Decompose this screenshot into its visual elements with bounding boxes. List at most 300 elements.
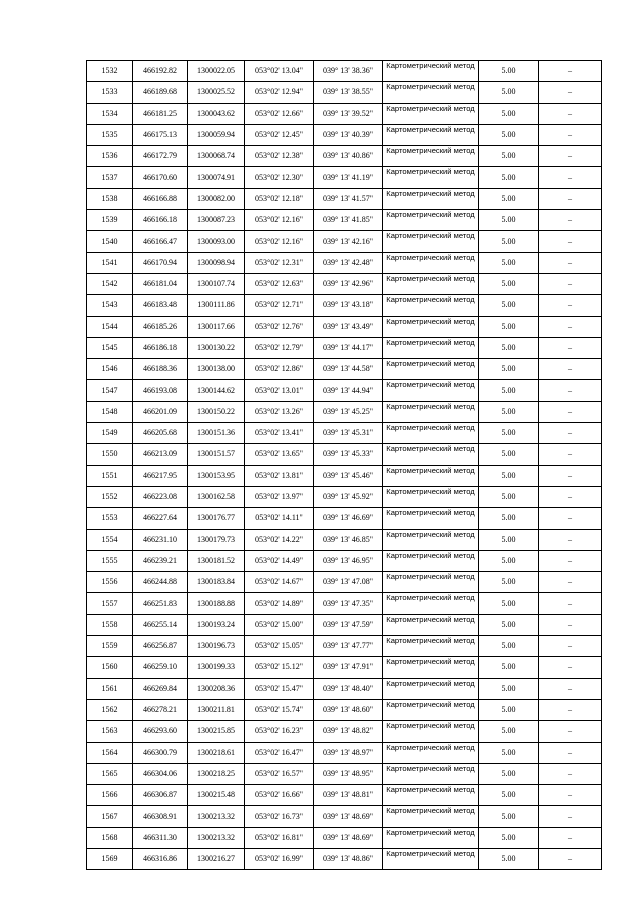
- accuracy-cell: 5.00: [479, 593, 539, 614]
- longitude-cell: 039° 13' 48.40": [314, 678, 383, 699]
- table-row: [87, 337, 602, 358]
- latitude-cell: 053°02' 13.04": [245, 61, 314, 82]
- table-row: [87, 614, 602, 635]
- note-cell: –: [539, 657, 602, 678]
- point-number-cell: 1553: [87, 508, 133, 529]
- longitude-cell: 039° 13' 48.69": [314, 827, 383, 848]
- longitude-cell: 039° 13' 45.33": [314, 444, 383, 465]
- method-cell: Картометрический метод: [383, 763, 479, 784]
- latitude-cell: 053°02' 16.99": [245, 848, 314, 869]
- latitude-cell: 053°02' 16.81": [245, 827, 314, 848]
- longitude-cell: 039° 13' 38.55": [314, 82, 383, 103]
- latitude-cell: 053°02' 12.63": [245, 273, 314, 294]
- y-coordinate-cell: 1300181.52: [188, 550, 245, 571]
- method-cell: Картометрический метод: [383, 614, 479, 635]
- longitude-cell: 039° 13' 44.17": [314, 337, 383, 358]
- latitude-cell: 053°02' 15.12": [245, 657, 314, 678]
- y-coordinate-cell: 1300087.23: [188, 210, 245, 231]
- point-number-cell: 1541: [87, 252, 133, 273]
- latitude-cell: 053°02' 14.11": [245, 508, 314, 529]
- table-row: [87, 785, 602, 806]
- accuracy-cell: 5.00: [479, 529, 539, 550]
- y-coordinate-cell: 1300188.88: [188, 593, 245, 614]
- note-cell: –: [539, 742, 602, 763]
- table-row: [87, 529, 602, 550]
- note-cell: –: [539, 636, 602, 657]
- point-number-cell: 1551: [87, 465, 133, 486]
- latitude-cell: 053°02' 12.94": [245, 82, 314, 103]
- latitude-cell: 053°02' 15.00": [245, 614, 314, 635]
- note-cell: –: [539, 380, 602, 401]
- longitude-cell: 039° 13' 48.60": [314, 699, 383, 720]
- y-coordinate-cell: 1300211.81: [188, 699, 245, 720]
- accuracy-cell: 5.00: [479, 337, 539, 358]
- x-coordinate-cell: 466183.48: [133, 295, 188, 316]
- latitude-cell: 053°02' 12.79": [245, 337, 314, 358]
- longitude-cell: 039° 13' 44.94": [314, 380, 383, 401]
- accuracy-cell: 5.00: [479, 508, 539, 529]
- latitude-cell: 053°02' 13.41": [245, 423, 314, 444]
- accuracy-cell: 5.00: [479, 614, 539, 635]
- accuracy-cell: 5.00: [479, 359, 539, 380]
- longitude-cell: 039° 13' 41.85": [314, 210, 383, 231]
- note-cell: –: [539, 337, 602, 358]
- point-number-cell: 1563: [87, 721, 133, 742]
- table-row: [87, 444, 602, 465]
- method-cell: Картометрический метод: [383, 380, 479, 401]
- method-cell: Картометрический метод: [383, 572, 479, 593]
- longitude-cell: 039° 13' 47.59": [314, 614, 383, 635]
- method-cell: Картометрический метод: [383, 550, 479, 571]
- latitude-cell: 053°02' 14.89": [245, 593, 314, 614]
- table-row: [87, 572, 602, 593]
- point-number-cell: 1548: [87, 401, 133, 422]
- method-cell: Картометрический метод: [383, 146, 479, 167]
- x-coordinate-cell: 466227.64: [133, 508, 188, 529]
- method-cell: Картометрический метод: [383, 508, 479, 529]
- x-coordinate-cell: 466189.68: [133, 82, 188, 103]
- x-coordinate-cell: 466181.25: [133, 103, 188, 124]
- longitude-cell: 039° 13' 42.16": [314, 231, 383, 252]
- table-row: [87, 167, 602, 188]
- x-coordinate-cell: 466259.10: [133, 657, 188, 678]
- longitude-cell: 039° 13' 44.58": [314, 359, 383, 380]
- table-row: [87, 359, 602, 380]
- note-cell: –: [539, 273, 602, 294]
- accuracy-cell: 5.00: [479, 636, 539, 657]
- note-cell: –: [539, 423, 602, 444]
- note-cell: –: [539, 806, 602, 827]
- latitude-cell: 053°02' 12.30": [245, 167, 314, 188]
- accuracy-cell: 5.00: [479, 827, 539, 848]
- method-cell: Картометрический метод: [383, 316, 479, 337]
- latitude-cell: 053°02' 12.38": [245, 146, 314, 167]
- x-coordinate-cell: 466269.84: [133, 678, 188, 699]
- accuracy-cell: 5.00: [479, 465, 539, 486]
- y-coordinate-cell: 1300218.61: [188, 742, 245, 763]
- x-coordinate-cell: 466185.26: [133, 316, 188, 337]
- longitude-cell: 039° 13' 42.96": [314, 273, 383, 294]
- accuracy-cell: 5.00: [479, 657, 539, 678]
- table-row: [87, 763, 602, 784]
- table-row: [87, 806, 602, 827]
- point-number-cell: 1569: [87, 848, 133, 869]
- note-cell: –: [539, 188, 602, 209]
- x-coordinate-cell: 466170.94: [133, 252, 188, 273]
- accuracy-cell: 5.00: [479, 167, 539, 188]
- point-number-cell: 1542: [87, 273, 133, 294]
- latitude-cell: 053°02' 13.65": [245, 444, 314, 465]
- accuracy-cell: 5.00: [479, 316, 539, 337]
- x-coordinate-cell: 466293.60: [133, 721, 188, 742]
- coordinates-table: [86, 60, 602, 870]
- point-number-cell: 1555: [87, 550, 133, 571]
- method-cell: Картометрический метод: [383, 806, 479, 827]
- point-number-cell: 1546: [87, 359, 133, 380]
- x-coordinate-cell: 466170.60: [133, 167, 188, 188]
- x-coordinate-cell: 466316.86: [133, 848, 188, 869]
- latitude-cell: 053°02' 12.86": [245, 359, 314, 380]
- note-cell: –: [539, 167, 602, 188]
- method-cell: Картометрический метод: [383, 295, 479, 316]
- latitude-cell: 053°02' 14.49": [245, 550, 314, 571]
- table-row: [87, 848, 602, 869]
- point-number-cell: 1547: [87, 380, 133, 401]
- longitude-cell: 039° 13' 48.86": [314, 848, 383, 869]
- point-number-cell: 1556: [87, 572, 133, 593]
- table-row: [87, 146, 602, 167]
- note-cell: –: [539, 508, 602, 529]
- table-row: [87, 82, 602, 103]
- y-coordinate-cell: 1300213.32: [188, 827, 245, 848]
- point-number-cell: 1543: [87, 295, 133, 316]
- point-number-cell: 1549: [87, 423, 133, 444]
- table-row: [87, 273, 602, 294]
- longitude-cell: 039° 13' 40.39": [314, 124, 383, 145]
- accuracy-cell: 5.00: [479, 210, 539, 231]
- x-coordinate-cell: 466300.79: [133, 742, 188, 763]
- x-coordinate-cell: 466175.13: [133, 124, 188, 145]
- point-number-cell: 1537: [87, 167, 133, 188]
- x-coordinate-cell: 466166.88: [133, 188, 188, 209]
- accuracy-cell: 5.00: [479, 678, 539, 699]
- y-coordinate-cell: 1300107.74: [188, 273, 245, 294]
- table-row: [87, 103, 602, 124]
- x-coordinate-cell: 466231.10: [133, 529, 188, 550]
- longitude-cell: 039° 13' 45.46": [314, 465, 383, 486]
- y-coordinate-cell: 1300138.00: [188, 359, 245, 380]
- latitude-cell: 053°02' 16.47": [245, 742, 314, 763]
- latitude-cell: 053°02' 15.74": [245, 699, 314, 720]
- latitude-cell: 053°02' 12.16": [245, 210, 314, 231]
- longitude-cell: 039° 13' 46.95": [314, 550, 383, 571]
- point-number-cell: 1560: [87, 657, 133, 678]
- note-cell: –: [539, 785, 602, 806]
- y-coordinate-cell: 1300199.33: [188, 657, 245, 678]
- method-cell: Картометрический метод: [383, 465, 479, 486]
- x-coordinate-cell: 466304.06: [133, 763, 188, 784]
- table-row: [87, 827, 602, 848]
- latitude-cell: 053°02' 12.16": [245, 231, 314, 252]
- point-number-cell: 1540: [87, 231, 133, 252]
- note-cell: –: [539, 593, 602, 614]
- y-coordinate-cell: 1300144.62: [188, 380, 245, 401]
- longitude-cell: 039° 13' 45.92": [314, 486, 383, 507]
- longitude-cell: 039° 13' 47.91": [314, 657, 383, 678]
- longitude-cell: 039° 13' 43.18": [314, 295, 383, 316]
- note-cell: –: [539, 444, 602, 465]
- note-cell: –: [539, 848, 602, 869]
- note-cell: –: [539, 231, 602, 252]
- x-coordinate-cell: 466311.30: [133, 827, 188, 848]
- accuracy-cell: 5.00: [479, 423, 539, 444]
- table-row: [87, 486, 602, 507]
- y-coordinate-cell: 1300043.62: [188, 103, 245, 124]
- method-cell: Картометрический метод: [383, 827, 479, 848]
- method-cell: Картометрический метод: [383, 848, 479, 869]
- note-cell: –: [539, 699, 602, 720]
- latitude-cell: 053°02' 13.26": [245, 401, 314, 422]
- point-number-cell: 1558: [87, 614, 133, 635]
- x-coordinate-cell: 466251.83: [133, 593, 188, 614]
- x-coordinate-cell: 466308.91: [133, 806, 188, 827]
- y-coordinate-cell: 1300082.00: [188, 188, 245, 209]
- point-number-cell: 1550: [87, 444, 133, 465]
- note-cell: –: [539, 359, 602, 380]
- longitude-cell: 039° 13' 41.57": [314, 188, 383, 209]
- y-coordinate-cell: 1300098.94: [188, 252, 245, 273]
- y-coordinate-cell: 1300130.22: [188, 337, 245, 358]
- table-row: [87, 550, 602, 571]
- method-cell: Картометрический метод: [383, 678, 479, 699]
- point-number-cell: 1538: [87, 188, 133, 209]
- table-row: [87, 61, 602, 82]
- table-row: [87, 593, 602, 614]
- y-coordinate-cell: 1300059.94: [188, 124, 245, 145]
- method-cell: Картометрический метод: [383, 231, 479, 252]
- note-cell: –: [539, 721, 602, 742]
- latitude-cell: 053°02' 12.18": [245, 188, 314, 209]
- y-coordinate-cell: 1300093.00: [188, 231, 245, 252]
- table-row: [87, 252, 602, 273]
- method-cell: Картометрический метод: [383, 188, 479, 209]
- accuracy-cell: 5.00: [479, 848, 539, 869]
- table-row: [87, 231, 602, 252]
- y-coordinate-cell: 1300215.85: [188, 721, 245, 742]
- accuracy-cell: 5.00: [479, 273, 539, 294]
- x-coordinate-cell: 466181.04: [133, 273, 188, 294]
- longitude-cell: 039° 13' 45.31": [314, 423, 383, 444]
- method-cell: Картометрический метод: [383, 167, 479, 188]
- note-cell: –: [539, 252, 602, 273]
- accuracy-cell: 5.00: [479, 486, 539, 507]
- accuracy-cell: 5.00: [479, 82, 539, 103]
- latitude-cell: 053°02' 13.81": [245, 465, 314, 486]
- table-row: [87, 210, 602, 231]
- accuracy-cell: 5.00: [479, 295, 539, 316]
- accuracy-cell: 5.00: [479, 444, 539, 465]
- note-cell: –: [539, 316, 602, 337]
- y-coordinate-cell: 1300179.73: [188, 529, 245, 550]
- method-cell: Картометрический метод: [383, 529, 479, 550]
- x-coordinate-cell: 466213.09: [133, 444, 188, 465]
- method-cell: Картометрический метод: [383, 742, 479, 763]
- point-number-cell: 1564: [87, 742, 133, 763]
- table-body: [87, 61, 602, 870]
- table-row: [87, 380, 602, 401]
- longitude-cell: 039° 13' 46.69": [314, 508, 383, 529]
- note-cell: –: [539, 827, 602, 848]
- longitude-cell: 039° 13' 45.25": [314, 401, 383, 422]
- method-cell: Картометрический метод: [383, 423, 479, 444]
- table-row: [87, 508, 602, 529]
- point-number-cell: 1532: [87, 61, 133, 82]
- accuracy-cell: 5.00: [479, 763, 539, 784]
- x-coordinate-cell: 466193.08: [133, 380, 188, 401]
- x-coordinate-cell: 466192.82: [133, 61, 188, 82]
- y-coordinate-cell: 1300074.91: [188, 167, 245, 188]
- latitude-cell: 053°02' 14.67": [245, 572, 314, 593]
- accuracy-cell: 5.00: [479, 550, 539, 571]
- longitude-cell: 039° 13' 41.19": [314, 167, 383, 188]
- accuracy-cell: 5.00: [479, 146, 539, 167]
- point-number-cell: 1554: [87, 529, 133, 550]
- accuracy-cell: 5.00: [479, 401, 539, 422]
- point-number-cell: 1534: [87, 103, 133, 124]
- method-cell: Картометрический метод: [383, 61, 479, 82]
- latitude-cell: 053°02' 16.73": [245, 806, 314, 827]
- note-cell: –: [539, 146, 602, 167]
- latitude-cell: 053°02' 15.47": [245, 678, 314, 699]
- latitude-cell: 053°02' 12.31": [245, 252, 314, 273]
- y-coordinate-cell: 1300150.22: [188, 401, 245, 422]
- method-cell: Картометрический метод: [383, 636, 479, 657]
- method-cell: Картометрический метод: [383, 337, 479, 358]
- point-number-cell: 1535: [87, 124, 133, 145]
- method-cell: Картометрический метод: [383, 103, 479, 124]
- longitude-cell: 039° 13' 48.82": [314, 721, 383, 742]
- table-row: [87, 188, 602, 209]
- method-cell: Картометрический метод: [383, 699, 479, 720]
- y-coordinate-cell: 1300218.25: [188, 763, 245, 784]
- x-coordinate-cell: 466166.47: [133, 231, 188, 252]
- point-number-cell: 1565: [87, 763, 133, 784]
- y-coordinate-cell: 1300022.05: [188, 61, 245, 82]
- y-coordinate-cell: 1300196.73: [188, 636, 245, 657]
- method-cell: Картометрический метод: [383, 721, 479, 742]
- y-coordinate-cell: 1300153.95: [188, 465, 245, 486]
- x-coordinate-cell: 466205.68: [133, 423, 188, 444]
- point-number-cell: 1536: [87, 146, 133, 167]
- x-coordinate-cell: 466201.09: [133, 401, 188, 422]
- y-coordinate-cell: 1300117.66: [188, 316, 245, 337]
- note-cell: –: [539, 124, 602, 145]
- table-row: [87, 636, 602, 657]
- latitude-cell: 053°02' 16.57": [245, 763, 314, 784]
- y-coordinate-cell: 1300215.48: [188, 785, 245, 806]
- longitude-cell: 039° 13' 42.48": [314, 252, 383, 273]
- longitude-cell: 039° 13' 47.08": [314, 572, 383, 593]
- x-coordinate-cell: 466256.87: [133, 636, 188, 657]
- accuracy-cell: 5.00: [479, 785, 539, 806]
- accuracy-cell: 5.00: [479, 572, 539, 593]
- table-row: [87, 423, 602, 444]
- latitude-cell: 053°02' 12.66": [245, 103, 314, 124]
- table-row: [87, 699, 602, 720]
- accuracy-cell: 5.00: [479, 699, 539, 720]
- y-coordinate-cell: 1300183.84: [188, 572, 245, 593]
- table-row: [87, 678, 602, 699]
- point-number-cell: 1568: [87, 827, 133, 848]
- table-row: [87, 721, 602, 742]
- method-cell: Картометрический метод: [383, 785, 479, 806]
- longitude-cell: 039° 13' 47.77": [314, 636, 383, 657]
- x-coordinate-cell: 466244.88: [133, 572, 188, 593]
- accuracy-cell: 5.00: [479, 721, 539, 742]
- point-number-cell: 1557: [87, 593, 133, 614]
- method-cell: Картометрический метод: [383, 124, 479, 145]
- note-cell: –: [539, 678, 602, 699]
- method-cell: Картометрический метод: [383, 82, 479, 103]
- x-coordinate-cell: 466223.08: [133, 486, 188, 507]
- accuracy-cell: 5.00: [479, 103, 539, 124]
- note-cell: –: [539, 529, 602, 550]
- point-number-cell: 1559: [87, 636, 133, 657]
- note-cell: –: [539, 210, 602, 231]
- note-cell: –: [539, 295, 602, 316]
- longitude-cell: 039° 13' 48.95": [314, 763, 383, 784]
- note-cell: –: [539, 103, 602, 124]
- y-coordinate-cell: 1300176.77: [188, 508, 245, 529]
- note-cell: –: [539, 572, 602, 593]
- note-cell: –: [539, 82, 602, 103]
- latitude-cell: 053°02' 12.76": [245, 316, 314, 337]
- point-number-cell: 1552: [87, 486, 133, 507]
- table-row: [87, 295, 602, 316]
- accuracy-cell: 5.00: [479, 806, 539, 827]
- method-cell: Картометрический метод: [383, 444, 479, 465]
- table-row: [87, 316, 602, 337]
- table-row: [87, 742, 602, 763]
- latitude-cell: 053°02' 15.05": [245, 636, 314, 657]
- y-coordinate-cell: 1300216.27: [188, 848, 245, 869]
- accuracy-cell: 5.00: [479, 252, 539, 273]
- point-number-cell: 1539: [87, 210, 133, 231]
- table-row: [87, 465, 602, 486]
- y-coordinate-cell: 1300111.86: [188, 295, 245, 316]
- accuracy-cell: 5.00: [479, 188, 539, 209]
- note-cell: –: [539, 401, 602, 422]
- accuracy-cell: 5.00: [479, 380, 539, 401]
- x-coordinate-cell: 466188.36: [133, 359, 188, 380]
- note-cell: –: [539, 465, 602, 486]
- latitude-cell: 053°02' 13.01": [245, 380, 314, 401]
- longitude-cell: 039° 13' 39.52": [314, 103, 383, 124]
- y-coordinate-cell: 1300025.52: [188, 82, 245, 103]
- x-coordinate-cell: 466278.21: [133, 699, 188, 720]
- method-cell: Картометрический метод: [383, 210, 479, 231]
- latitude-cell: 053°02' 16.66": [245, 785, 314, 806]
- y-coordinate-cell: 1300213.32: [188, 806, 245, 827]
- y-coordinate-cell: 1300162.58: [188, 486, 245, 507]
- x-coordinate-cell: 466306.87: [133, 785, 188, 806]
- x-coordinate-cell: 466217.95: [133, 465, 188, 486]
- note-cell: –: [539, 61, 602, 82]
- point-number-cell: 1544: [87, 316, 133, 337]
- x-coordinate-cell: 466166.18: [133, 210, 188, 231]
- point-number-cell: 1533: [87, 82, 133, 103]
- table-row: [87, 401, 602, 422]
